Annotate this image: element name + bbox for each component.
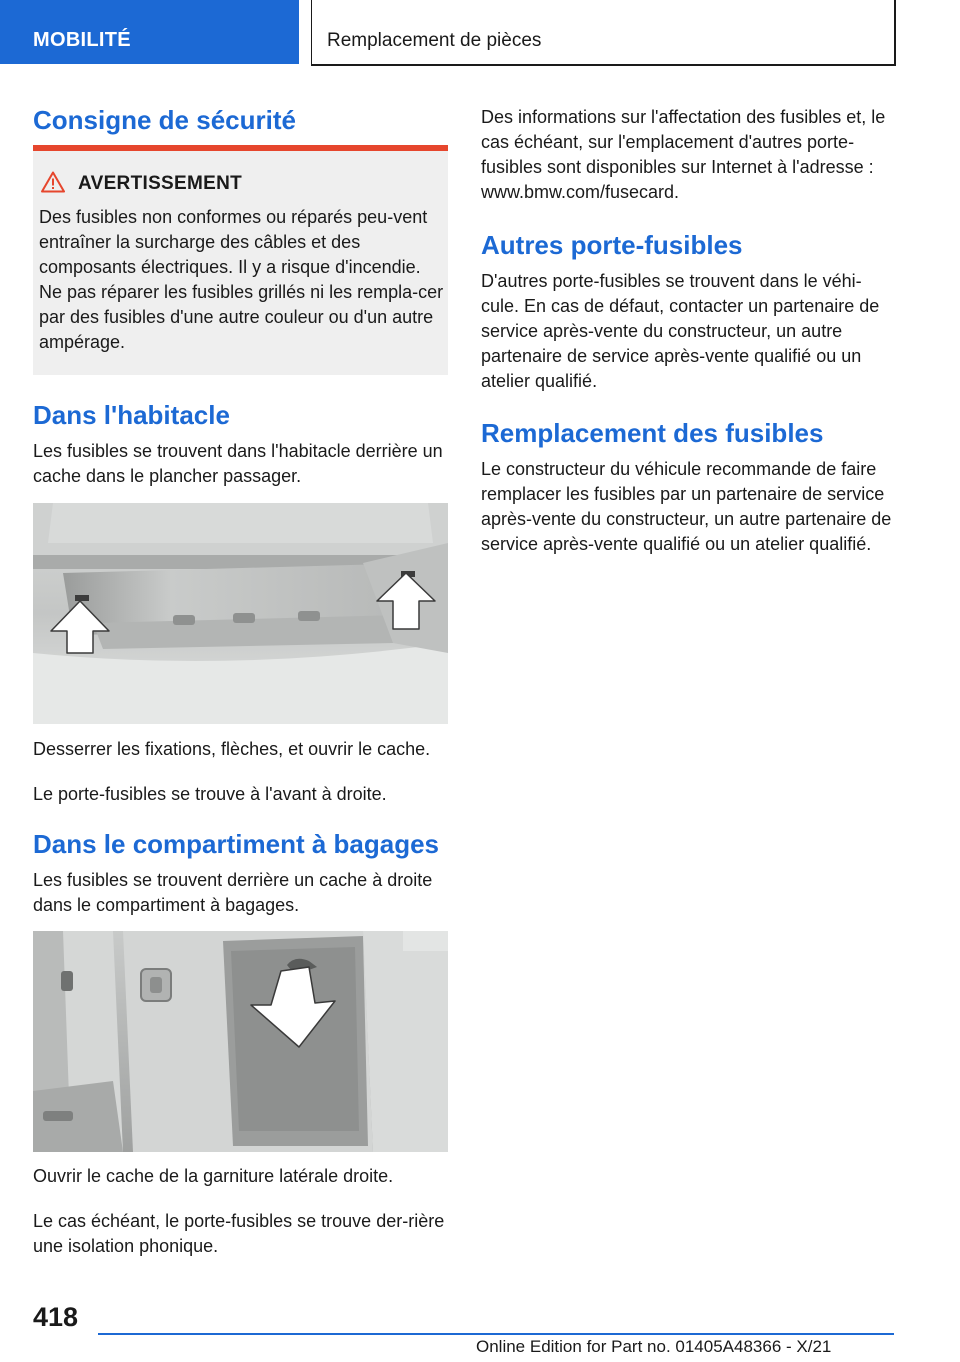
trunk-step-1: Ouvrir le cache de la garniture latérale droite. xyxy=(33,1166,394,1186)
cabin-cover-photo xyxy=(33,503,448,724)
trunk-intro: Les fusibles se trouvent derrière un cache à droite dans le compartiment à bagages. xyxy=(33,870,433,915)
chapter-header xyxy=(311,0,896,66)
chapter-title: Remplacement de pièces xyxy=(327,30,542,51)
warning-box xyxy=(33,145,448,375)
other-fuse-holders-heading: Autres porte-fusibles xyxy=(481,230,743,260)
cabin-intro: Les fusibles se trouvent dans l'habitacle derrière un cache dans le plancher passager. xyxy=(33,441,443,486)
page-number: 418 xyxy=(33,1302,79,1332)
replace-fuses-heading: Remplacement des fusibles xyxy=(481,418,824,448)
footer-divider xyxy=(98,1333,894,1335)
warning-text: Des fusibles non conformes ou réparés peu-vent entraîner la surcharge des câbles et des composants électriques. Il y a risque d'incendie. Ne pas réparer les fusibles grillés ni les rempla-cer par des fusibles d'une autre couleur ou d'un autre ampérage. xyxy=(39,207,444,352)
other-fuse-holders-text: D'autres porte-fusibles se trouvent dans le véhi-cule. En cas de défaut, contacter un partenaire de service après-vente du constructeur, un autre partenaire de service après-vente qualifié ou un atelier qualifié. xyxy=(481,271,880,391)
edition-note: Online Edition for Part no. 01405A48366 - X/21 xyxy=(476,1337,832,1356)
warning-bar xyxy=(33,145,448,151)
section-tab xyxy=(0,0,299,64)
trunk-step-2: Le cas échéant, le porte-fusibles se trouve der-rière une isolation phonique. xyxy=(33,1211,445,1256)
replace-fuses-text: Le constructeur du véhicule recommande de faire remplacer les fusibles par un partenaire de service après-vente du constructeur, un autre partenaire de service après-vente qualifié ou un atelier qualifié. xyxy=(481,459,892,554)
safety-heading: Consigne de sécurité xyxy=(33,105,296,135)
section-title: MOBILITÉ xyxy=(33,29,131,51)
trunk-cover-photo xyxy=(33,931,448,1152)
warning-label: AVERTISSEMENT xyxy=(78,173,243,194)
cabin-step-2: Le porte-fusibles se trouve à l'avant à droite. xyxy=(33,784,387,804)
cabin-heading: Dans l'habitacle xyxy=(33,400,230,430)
cabin-step-1: Desserrer les fixations, flèches, et ouvrir le cache. xyxy=(33,739,431,759)
fusecard-info: Des informations sur l'affectation des fusibles et, le cas échéant, sur l'emplacement d'autres porte-fusibles sont disponibles sur Internet à l'adresse : www.bmw.com/fusecard. xyxy=(481,107,886,202)
warning-triangle-icon xyxy=(41,171,65,193)
trunk-heading: Dans le compartiment à bagages xyxy=(33,829,440,859)
